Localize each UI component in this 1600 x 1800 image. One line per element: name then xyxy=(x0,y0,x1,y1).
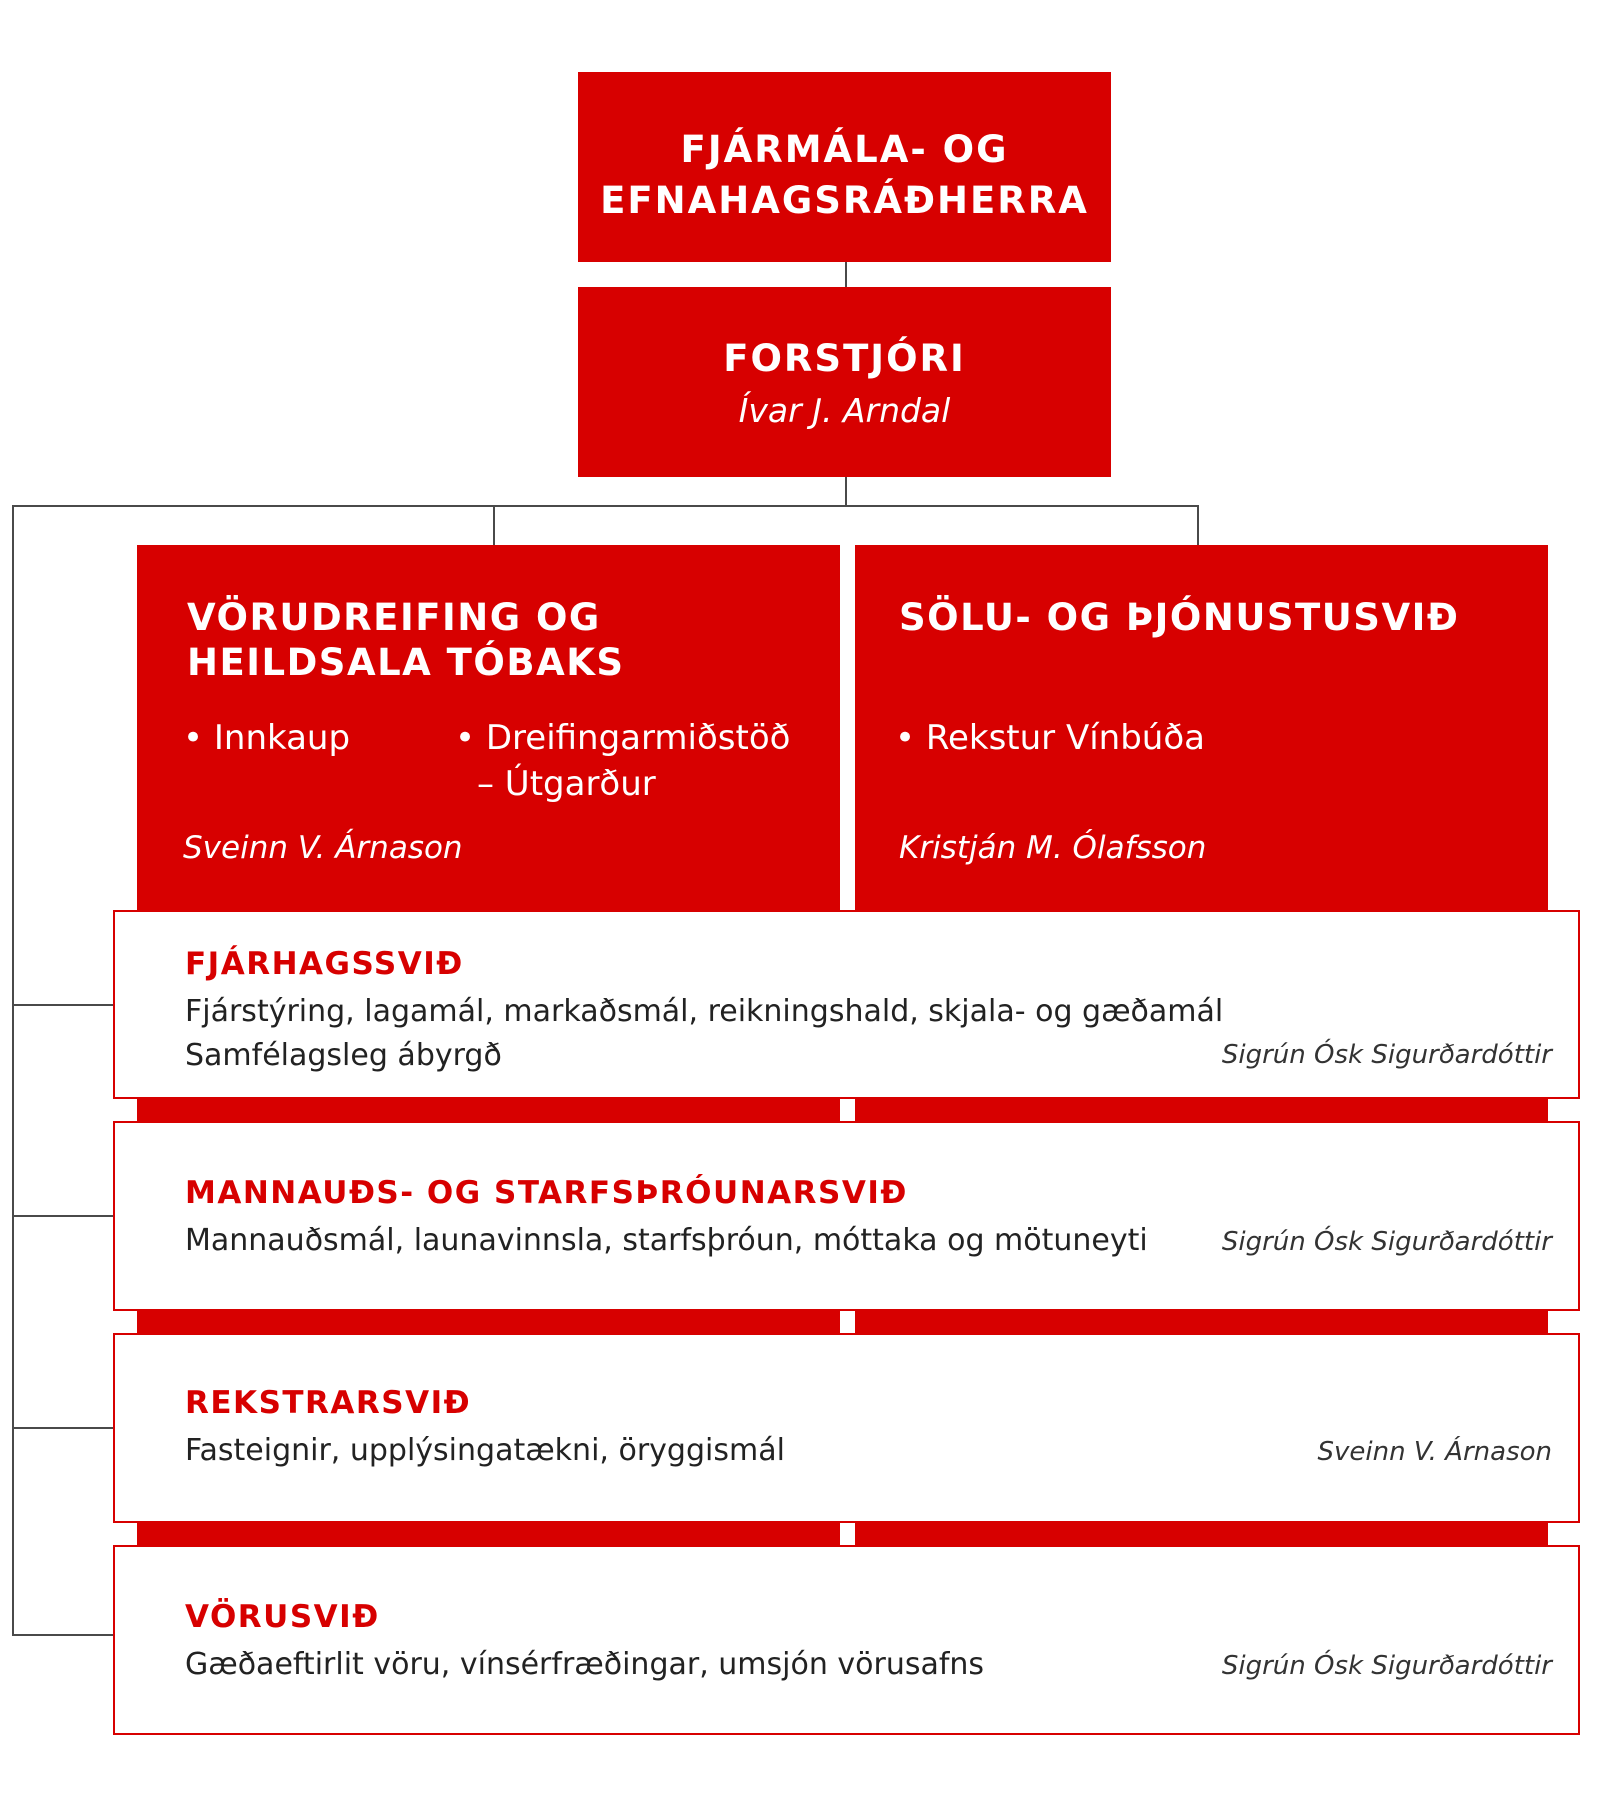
director-box xyxy=(578,287,1111,477)
connector-unit-3 xyxy=(12,1427,115,1429)
unit-head: Sigrún Ósk Sigurðardóttir xyxy=(1221,1651,1552,1681)
unit-head: Sveinn V. Árnason xyxy=(1317,1437,1552,1467)
unit-head: Sigrún Ósk Sigurðardóttir xyxy=(1221,1227,1552,1257)
connector-unit-2 xyxy=(12,1215,115,1217)
unit-head: Sigrún Ósk Sigurðardóttir xyxy=(1221,1040,1552,1070)
unit-description-line-1: Mannauðsmál, launavinnsla, starfsþróun, móttaka og mötuneyti xyxy=(185,1223,1148,1258)
unit-title: FJÁRHAGSSVIÐ xyxy=(185,946,464,982)
connector-director-down xyxy=(845,476,847,506)
connector-left-vertical xyxy=(12,505,14,1636)
unit-description-line-1: Gæðaeftirlit vöru, vínsérfræðingar, umsjón vörusafns xyxy=(185,1647,985,1682)
unit-box-vorusvid xyxy=(113,1545,1580,1735)
division-2-strip xyxy=(855,1097,1548,1123)
division-2-strip xyxy=(855,1309,1548,1335)
division-title: SÖLU- OG ÞJÓNUSTUSVIÐ xyxy=(899,596,1460,639)
division-item-utgardur: – Útgarður xyxy=(477,764,656,804)
division-item-rekstur-vinbuda: • Rekstur Vínbúða xyxy=(895,718,1205,758)
unit-description-line-1: Fjárstýring, lagamál, markaðsmál, reikningshald, skjala- og gæðamál xyxy=(185,994,1224,1029)
director-name: Ívar J. Arndal xyxy=(738,391,951,430)
connector-minister-director xyxy=(845,262,847,289)
division-box-vorudreifing xyxy=(137,545,840,915)
minister-title-line-2: EFNAHAGSRÁÐHERRA xyxy=(600,179,1089,222)
division-1-strip xyxy=(137,1521,840,1547)
division-head: Sveinn V. Árnason xyxy=(183,830,463,866)
division-item-innkaup: • Innkaup xyxy=(183,718,351,758)
connector-horizontal-bus xyxy=(12,505,1199,507)
minister-title xyxy=(578,124,1111,226)
unit-title: REKSTRARSVIÐ xyxy=(185,1385,472,1421)
connector-division-2 xyxy=(1197,505,1199,545)
unit-title: VÖRUSVIÐ xyxy=(185,1599,380,1635)
division-title: VÖRUDREIFING OG HEILDSALA TÓBAKS xyxy=(187,596,625,684)
division-item-dreifingarmidstod: • Dreifingarmiðstöð xyxy=(455,718,791,758)
minister-title-line-1: FJÁRMÁLA- OG xyxy=(680,128,1009,171)
division-1-strip xyxy=(137,1309,840,1335)
minister-box xyxy=(578,72,1111,262)
connector-division-1 xyxy=(493,505,495,545)
division-1-strip xyxy=(137,1097,840,1123)
unit-title: MANNAUÐS- OG STARFSÞRÓUNARSVIÐ xyxy=(185,1175,908,1211)
connector-unit-1 xyxy=(12,1004,115,1006)
division-2-strip xyxy=(855,1521,1548,1547)
division-box-solu xyxy=(855,545,1548,915)
unit-description-line-1: Fasteignir, upplýsingatækni, öryggismál xyxy=(185,1433,785,1468)
unit-box-fjarhagssvid xyxy=(113,910,1580,1099)
unit-box-mannauds xyxy=(113,1121,1580,1311)
connector-unit-4 xyxy=(12,1634,115,1636)
unit-box-rekstrarsvid xyxy=(113,1333,1580,1523)
unit-description-line-2: Samfélagsleg ábyrgð xyxy=(185,1038,502,1073)
division-head: Kristján M. Ólafsson xyxy=(899,830,1207,866)
director-title: FORSTJÓRI xyxy=(723,337,966,380)
